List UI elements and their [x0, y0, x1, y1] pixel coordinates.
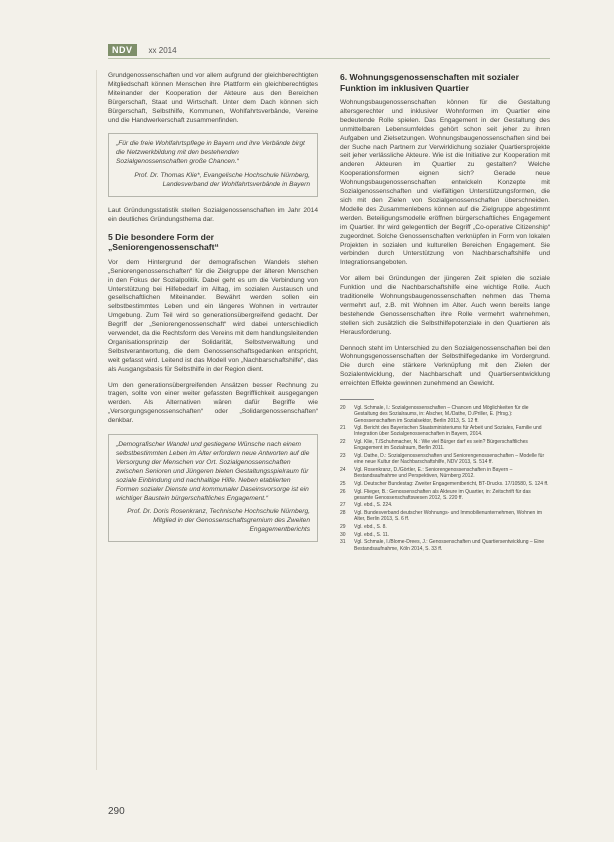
quote-text: „Für die freie Wohlfahrtspflege in Bayern und ihre Verbände birgt die Netzwerkbildung mit den bestehenden Sozialgenossenschaften große Chancen.“ — [116, 140, 305, 166]
quote-box — [108, 434, 318, 542]
footnote — [340, 439, 550, 451]
paragraph: Vor allem bei Gründungen der jüngeren Zeit spielen die soziale Funktion und die Nachbarschaftshilfe eine wichtige Rolle. Auch traditionelle Wohnungsbaugenossenschaften nehmen das Thema vermehrt auf, z.B. mit Wohnen im Alter. Auch wenn bereits lange bestehende Genossenschaften ihre Rolle vermehrt wahrnehmen, stellen sich zusätzlich die Selbsthilfepotenziale in den Quartieren als Herausforderung. — [340, 275, 550, 336]
footnote-number: 28 — [340, 510, 346, 517]
paragraph: Dennoch steht im Unterschied zu den Sozialgenossenschaften bei den Wohnungsgenossenschaften der Selbsthilfegedanke im Vordergrund. Die durch eine stärkere Verknüpfung mit den Zielen der Sozialentwicklung, der Nachbarschaft und Quartiersentwicklung erreichten Effekte gewinnen zunehmend an Gewicht. — [340, 344, 550, 388]
footnote — [340, 502, 550, 508]
footnote — [340, 539, 550, 551]
footnotes — [340, 405, 550, 552]
footnote-text: Vgl. Dathe, D.: Sozialgenossenschaften und Seniorengenossenschaften – Modelle für eine neue Kultur der Nachbarschaftshilfe, NDV 2013, S. 514 ff. — [354, 453, 545, 466]
paragraph: Grundgenossenschaften und vor allem aufgrund der gleichberechtigten Mitgliedschaft können Menschen ihre Plattform ein gleichberechtigtes Miteinander der Kooperation der Akteure aus den Bereichen Bürgerschaft, Staat und Wirtschaft. Unter dem Dach können sich Bürgerschaft, Selbsthilfe, Kommunen, Wohlfahrtsverbände, Vereine und die Handwerkerschaft zusammenfinden. — [108, 72, 318, 124]
footnote-number: 27 — [340, 502, 346, 509]
footnote-number: 20 — [340, 405, 346, 412]
header-rule — [108, 58, 550, 59]
quote-text: „Demografischer Wandel und gestiegene Wünsche nach einem selbstbestimmten Leben im Alter erfordern neue Antworten auf die Versorgung der Menschen vor Ort. Sozialgenossenschaften zwischen Senioren und Jüngeren bieten Gestaltungsspielraum für soziale Einbindung und nachhaltige Hilfe. Neben etablierten Formen sozialer Dienste und kommunaler Daseinsvorsorge ist ein wichtiger Baustein bürgerschaftliches Engagement.“ — [116, 441, 310, 502]
left-column — [108, 72, 318, 552]
page-number: 290 — [108, 806, 125, 817]
quote-source: Prof. Dr. Thomas Klie*, Evangelische Hochschule Nürnberg, Landesverband der Wohlfahrtsverbände in Bayern — [134, 172, 310, 189]
footnote — [340, 405, 550, 424]
right-column — [340, 72, 550, 553]
footnote-text: Vgl. Bundesverband deutscher Wohnungs- und Immobilienunternehmen, Wohnen im Alter, Berlin 2013, S. 6 ff. — [354, 510, 542, 523]
journal-badge: NDV — [108, 44, 137, 56]
footnote-text: Vgl. Bericht des Bayerischen Staatsministeriums für Arbeit und Soziales, Familie und Integration über Sozialgenossenschaften in Bayern, 2014. — [354, 425, 542, 438]
footnote-number: 26 — [340, 488, 346, 495]
footnote-number: 23 — [340, 453, 346, 460]
footnote — [340, 453, 550, 465]
footnote-number: 24 — [340, 466, 346, 473]
footnote — [340, 489, 550, 501]
footnote-text: Vgl. ebd., S. 224. — [354, 502, 393, 509]
footnote-rule — [340, 399, 374, 400]
paragraph: Wohnungsbaugenossenschaften können für die Gestaltung altersgerechter und inklusiver Wohnformen im Quartier eine bedeutende Rolle spielen. Das Engagement in der Gestaltung des unmittelbaren Lebensumfeldes gehört schon seit jeher zu ihren Aufgaben und Zielsetzungen. Wohnungsbaugenossenschaften sind bei der Suche nach Partnern zur Verwirklichung sozialer Quartiersprojekte seit jeher verlässliche Akteure. Wie ist die Initiative zur Kooperation mit anderen Akteuren im Quartier zu gestalten? Welche Kooperationsformen eignen sich? Gerade neue Wohnungsbaugenossenschaften entwickeln Konzepte mit Sozialgenossenschaften und vielfältigen Unterstützungsformen, die sich mit den Zielen von Sozialgenossenschaften überschneiden. Modelle des Zusammenlebens können auf die Zielgruppe abgestimmt werden. Beteiligungsmodelle eröffnen bürgerschaftliches Engagement im Quartier. Ihr wird gelegentlich der Begriff „Co-operative Citizenship“ zugeordnet. Solche Genossenschaften verknüpfen in Form von lokalen Projekten in sozialen und kulturellen Bereichen Engagement. Sie verbinden durch Unterstützung von Nachbarschaftshilfe und Integrationsangeboten. — [340, 99, 550, 267]
footnote-number: 29 — [340, 524, 346, 531]
footnote-text: Vgl. Schmale, I.: Sozialgenossenschaften – Chancen und Möglichkeiten für die Gestaltung des Sozialraums, in: Alscher, M./Dathe, D./Priller, E. (Hrsg.): Genossenschaften im Sozialsektor, Berlin 2013, S. 12 ff. — [354, 405, 529, 424]
paragraph: Laut Gründungsstatistik stellen Sozialgenossenschaften im Jahr 2014 ein deutliches Gründungsthema dar. — [108, 206, 318, 223]
footnote-text: Vgl. Flieger, B.: Genossenschaften als Akteure im Quartier, in: Zeitschrift für das gesamte Genossenschaftswesen 2012, S. 220 ff. — [354, 488, 531, 501]
footnote — [340, 425, 550, 437]
footnote-number: 21 — [340, 425, 346, 432]
footnote — [340, 510, 550, 522]
footnote-number: 31 — [340, 539, 346, 546]
left-margin-line — [96, 70, 97, 770]
page-header — [108, 44, 177, 56]
footnote-number: 22 — [340, 439, 346, 446]
footnote — [340, 481, 550, 487]
footnote-text: Vgl. Deutscher Bundestag: Zweiter Engagementbericht, BT-Drucks. 17/10580, S. 124 ff. — [354, 480, 549, 487]
section-heading: 5 Die besondere Form der „Seniorengenossenschaft“ — [108, 231, 219, 253]
footnote-text: Vgl. Klie, T./Schuhmacher, N.: Wie viel Bürger darf es sein? Bürgerschaftliches Engagement im Sozialraum, Berlin 2011. — [354, 439, 528, 452]
quote-source: Prof. Dr. Doris Rosenkranz, Technische Hochschule Nürnberg, Mitglied in der Genossenschaftsgremium des Zweiten Engagementberichts — [127, 508, 310, 534]
footnote — [340, 524, 550, 530]
footnote-number: 30 — [340, 531, 346, 538]
footnote — [340, 532, 550, 538]
footnote-text: Vgl. ebd., S. 11. — [354, 531, 390, 538]
footnote — [340, 467, 550, 479]
paragraph: Vor dem Hintergrund der demografischen Wandels stehen „Seniorengenossenschaften“ für die Zielgruppe der älteren Menschen in den Fokus der Sozialpolitik. Dabei geht es um die Verbindung von Unterstützung bei Hilfebedarf im Alltag, im sozialen Austausch und gesellschaftlichen Miteinander. Bewährt werden sollen ein selbstbestimmtes Leben und ein längeres Wohnen in vertrauter Umgebung. Zum Teil wird so generationsübergreifend gedacht. Der Begriff der „Seniorengenossenschaft“ wird dabei unterschiedlich verwendet, da die Rechtsform des Vereins mit dem handlungsleitenden Organisationsprinzip der Solidarität, Selbstverwaltung und Selbstverantwortung, die dem Genossenschaftsgedanken entspricht, weit gefasst wird. Leitend ist das Modell von „Nachbarschaftshilfe“, das als Ausgangsbasis für Selbsthilfe in der Region dient. — [108, 258, 318, 373]
footnote-text: Vgl. Rosenkranz, D./Görtler, E.: Seniorengenossenschaften in Bayern – Bestandsaufnahme und Perspektiven, Nürnberg 2012. — [354, 466, 513, 480]
footnote-number: 25 — [340, 480, 346, 487]
footnote-text: Vgl. Schmale, I./Blome-Drees, J.: Genossenschaften und Quartiersentwicklung – Eine Bestandsaufnahme, Köln 2014, S. 33 ff. — [354, 539, 545, 552]
issue-label: xx 2014 — [148, 45, 177, 55]
footnote-text: Vgl. ebd., S. 8. — [354, 524, 387, 531]
section-heading: 6. Wohnungsgenossenschaften mit sozialer Funktion im inklusiven Quartier — [340, 72, 519, 93]
paragraph: Um den generationsübergreifenden Ansätzen besser Rechnung zu tragen, sollte von einer weiter gefassten Begrifflichkeit ausgegangen werden. Als Alternativen wären dafür Begriffe wie „Versorgungsgenossenschaften“ oder „Solidargenossenschaften“ denkbar. — [108, 381, 318, 425]
quote-box — [108, 133, 318, 197]
